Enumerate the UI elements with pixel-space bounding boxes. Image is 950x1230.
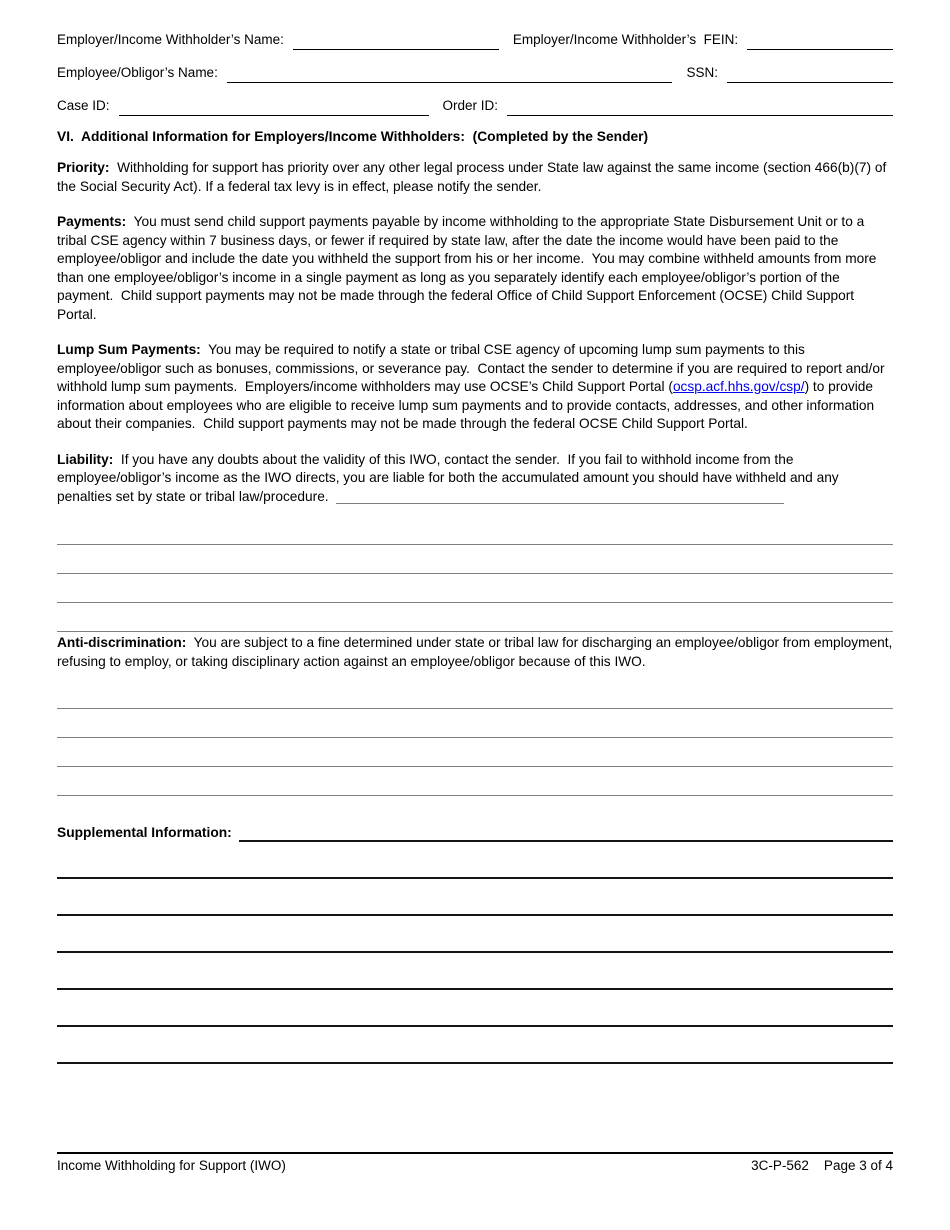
priority-text: Withholding for support has priority over any other legal process under State law against the same income (section 466(b)(7) of the Social Security Act). If a federal tax levy is in effect, please notify the sender.	[57, 160, 891, 194]
blank-write-in-line[interactable]	[57, 916, 893, 953]
footer-form-number-page: 3C-P-562 Page 3 of 4	[751, 1158, 893, 1173]
blank-write-in-line[interactable]	[57, 738, 893, 767]
liability-text: If you have any doubts about the validity of this IWO, contact the sender. If you fail to withhold income from the employee/obligor’s income as the IWO directs, you are liable for both the accumulated amount you should have withheld and any penalties set by state or tribal law/procedure.	[57, 451, 843, 504]
liability-inline-write-in-line[interactable]	[336, 491, 784, 504]
blank-write-in-line[interactable]	[57, 1027, 893, 1064]
priority-paragraph	[57, 159, 893, 196]
blank-write-in-line[interactable]	[57, 879, 893, 916]
supplemental-write-in-lines	[57, 842, 893, 1064]
payments-paragraph	[57, 213, 893, 324]
employee-name-label: Employee/Obligor’s Name:	[57, 65, 218, 80]
anti-discrimination-text: You are subject to a fine determined under state or tribal law for discharging an employee/obligor from employment, refusing to employ, or taking disciplinary action against an employee/obligor because of this IWO.	[57, 635, 897, 669]
order-id-label: Order ID:	[442, 98, 499, 113]
anti-discrimination-label: Anti-discrimination:	[57, 635, 187, 650]
priority-label: Priority:	[57, 160, 110, 175]
blank-write-in-line[interactable]	[57, 767, 893, 796]
lump-sum-text-after-link: ) to provide information about employees who are eligible to receive lump sum payments and to provide contacts, addresses, and other information about their companies. Child support payments may not be made through the federal OCSE Child Support Portal.	[57, 379, 878, 431]
ssn-field-line[interactable]	[727, 64, 893, 83]
header-row-employee	[57, 63, 893, 83]
employee-name-field-line[interactable]	[227, 64, 673, 83]
case-id-field-line[interactable]	[119, 97, 429, 116]
blank-write-in-line[interactable]	[57, 680, 893, 709]
employer-fein-label: Employer/Income Withholder’s FEIN:	[512, 32, 739, 47]
header-row-employer	[57, 30, 893, 50]
footer-form-title: Income Withholding for Support (IWO)	[57, 1158, 286, 1173]
anti-discrimination-write-in-lines	[57, 680, 893, 796]
form-content	[57, 30, 897, 1066]
employer-name-label: Employer/Income Withholder’s Name:	[57, 32, 284, 47]
page-footer	[57, 1152, 893, 1173]
section-vi-title: VI. Additional Information for Employers/Income Withholders: (Completed by the Sender)	[57, 129, 649, 144]
blank-write-in-line[interactable]	[57, 545, 893, 574]
employer-name-field-line[interactable]	[293, 31, 499, 50]
payments-label: Payments:	[57, 214, 127, 229]
blank-write-in-line[interactable]	[57, 603, 893, 632]
liability-label: Liability:	[57, 451, 114, 467]
blank-write-in-line[interactable]	[57, 574, 893, 603]
lump-sum-paragraph	[57, 341, 893, 434]
order-id-field-line[interactable]	[507, 97, 893, 116]
blank-write-in-line[interactable]	[57, 709, 893, 738]
liability-write-in-lines	[57, 516, 893, 632]
supplemental-information-label: Supplemental Information:	[57, 825, 232, 840]
ssn-label: SSN:	[686, 65, 718, 80]
case-id-label: Case ID:	[57, 98, 110, 113]
blank-write-in-line[interactable]	[57, 842, 893, 879]
employer-fein-field-line[interactable]	[747, 31, 893, 50]
supplemental-information-field-line[interactable]	[239, 824, 893, 842]
blank-write-in-line[interactable]	[57, 990, 893, 1027]
lump-sum-text-before-link: You may be required to notify a state or tribal CSE agency of upcoming lump sum payments to this employee/obligor such as bonuses, commissions, or severance pay. Contact the sender to determine if you are required to report and/or withhold lump sum payments. Employers/income withholders may use OCSE’s Child Support Portal (	[57, 342, 889, 394]
anti-discrimination-paragraph	[57, 634, 897, 671]
header-row-case	[57, 96, 893, 116]
payments-text: You must send child support payments payable by income withholding to the appropriate State Disbursement Unit or to a tribal CSE agency within 7 business days, or fewer if required by state law, after the date the income would have been paid to the employee/obligor and include the date you withheld the support from his or her income. You may combine withheld amounts from more than one employee/obligor’s income in a single payment as long as you separately identify each employee/obligor’s portion of the payment. Child support payments may not be made through the federal Office of Child Support Enforcement (OCSE) Child Support Portal.	[57, 214, 881, 322]
blank-write-in-line[interactable]	[57, 953, 893, 990]
ocse-portal-link[interactable]: ocsp.acf.hhs.gov/csp/	[672, 379, 805, 394]
blank-write-in-line[interactable]	[57, 516, 893, 545]
supplemental-information-row	[57, 823, 893, 842]
lump-sum-label: Lump Sum Payments:	[57, 342, 201, 357]
liability-paragraph	[57, 451, 893, 507]
